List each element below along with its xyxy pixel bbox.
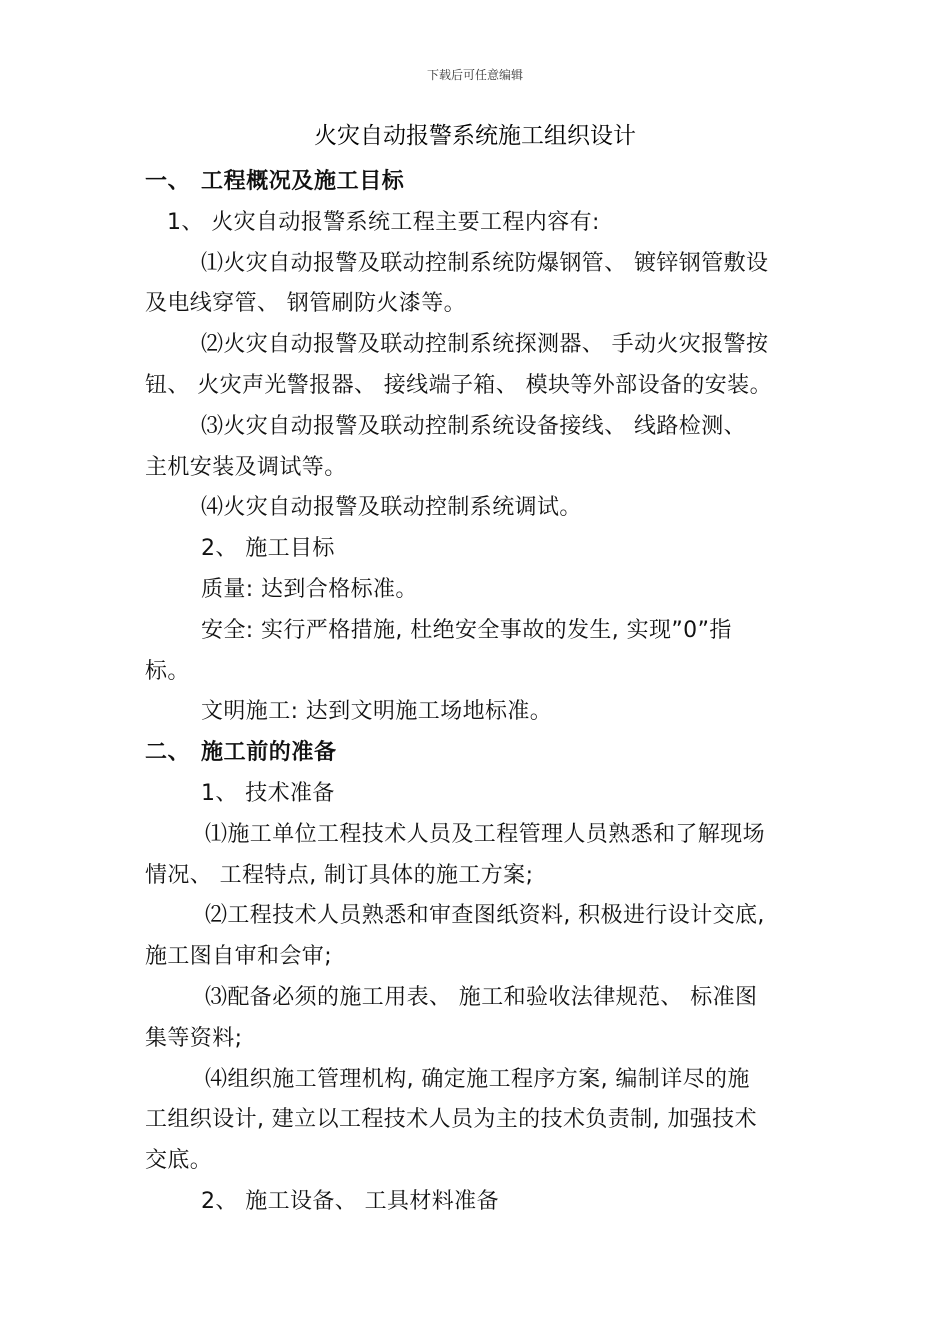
paragraph-line: 2、 施工设备、 工具材料准备 bbox=[201, 1188, 499, 1214]
paragraph-line: ⑴火灾自动报警及联动控制系统防爆钢管、 镀锌钢管敷设 bbox=[201, 250, 769, 276]
paragraph-line: ⑴施工单位工程技术人员及工程管理人员熟悉和了解现场 bbox=[205, 821, 766, 847]
paragraph-line: ⑵火灾自动报警及联动控制系统探测器、 手动火灾报警按 bbox=[201, 332, 769, 358]
paragraph-line: 施工图自审和会审; bbox=[145, 944, 333, 970]
section-title: 施工前的准备 bbox=[201, 740, 337, 766]
paragraph-line: 情况、 工程特点, 制订具体的施工方案; bbox=[145, 862, 534, 888]
section-title: 工程概况及施工目标 bbox=[201, 169, 405, 194]
paragraph-line: 及电线穿管、 钢管刷防火漆等。 bbox=[145, 291, 466, 317]
paragraph-line: ⑶火灾自动报警及联动控制系统设备接线、 线路检测、 bbox=[201, 413, 746, 439]
paragraph-line: 1、 技术准备 bbox=[201, 780, 335, 806]
paragraph-line: 钮、 火灾声光警报器、 接线端子箱、 模块等外部设备的安装。 bbox=[145, 372, 772, 398]
paragraph-line: 工组织设计, 建立以工程技术人员为主的技术负责制, 加强技术 bbox=[145, 1107, 757, 1133]
paragraph-line: ⑷组织施工管理机构, 确定施工程序方案, 编制详尽的施 bbox=[205, 1066, 750, 1092]
download-note: 下载后可任意编辑 bbox=[426, 68, 523, 82]
section-number: 一、 bbox=[145, 169, 191, 194]
paragraph-line: 质量: 达到合格标准。 bbox=[201, 576, 418, 602]
paragraph-line: 主机安装及调试等。 bbox=[145, 454, 347, 480]
document-body bbox=[145, 162, 810, 1223]
section-number: 二、 bbox=[145, 740, 191, 766]
paragraph-line: 交底。 bbox=[145, 1148, 213, 1174]
paragraph-line: 文明施工: 达到文明施工场地标准。 bbox=[201, 699, 553, 725]
document-title: 火灾自动报警系统施工组织设计 bbox=[314, 123, 636, 149]
paragraph-line: ⑶配备必须的施工用表、 施工和验收法律规范、 标准图 bbox=[205, 984, 758, 1010]
paragraph-line: 2、 施工目标 bbox=[201, 536, 335, 562]
section-heading-1 bbox=[145, 162, 810, 203]
paragraph-line: ⑷火灾自动报警及联动控制系统调试。 bbox=[201, 495, 582, 521]
paragraph-line: 安全: 实行严格措施, 杜绝安全事故的发生, 实现”0”指 bbox=[201, 617, 732, 643]
section-heading-2 bbox=[145, 733, 810, 774]
paragraph-line: ⑵工程技术人员熟悉和审查图纸资料, 积极进行设计交底, bbox=[205, 903, 765, 929]
paragraph-line: 1、 火灾自动报警系统工程主要工程内容有: bbox=[167, 209, 600, 235]
paragraph-line: 集等资料; bbox=[145, 1025, 243, 1051]
paragraph-line: 标。 bbox=[145, 658, 190, 684]
